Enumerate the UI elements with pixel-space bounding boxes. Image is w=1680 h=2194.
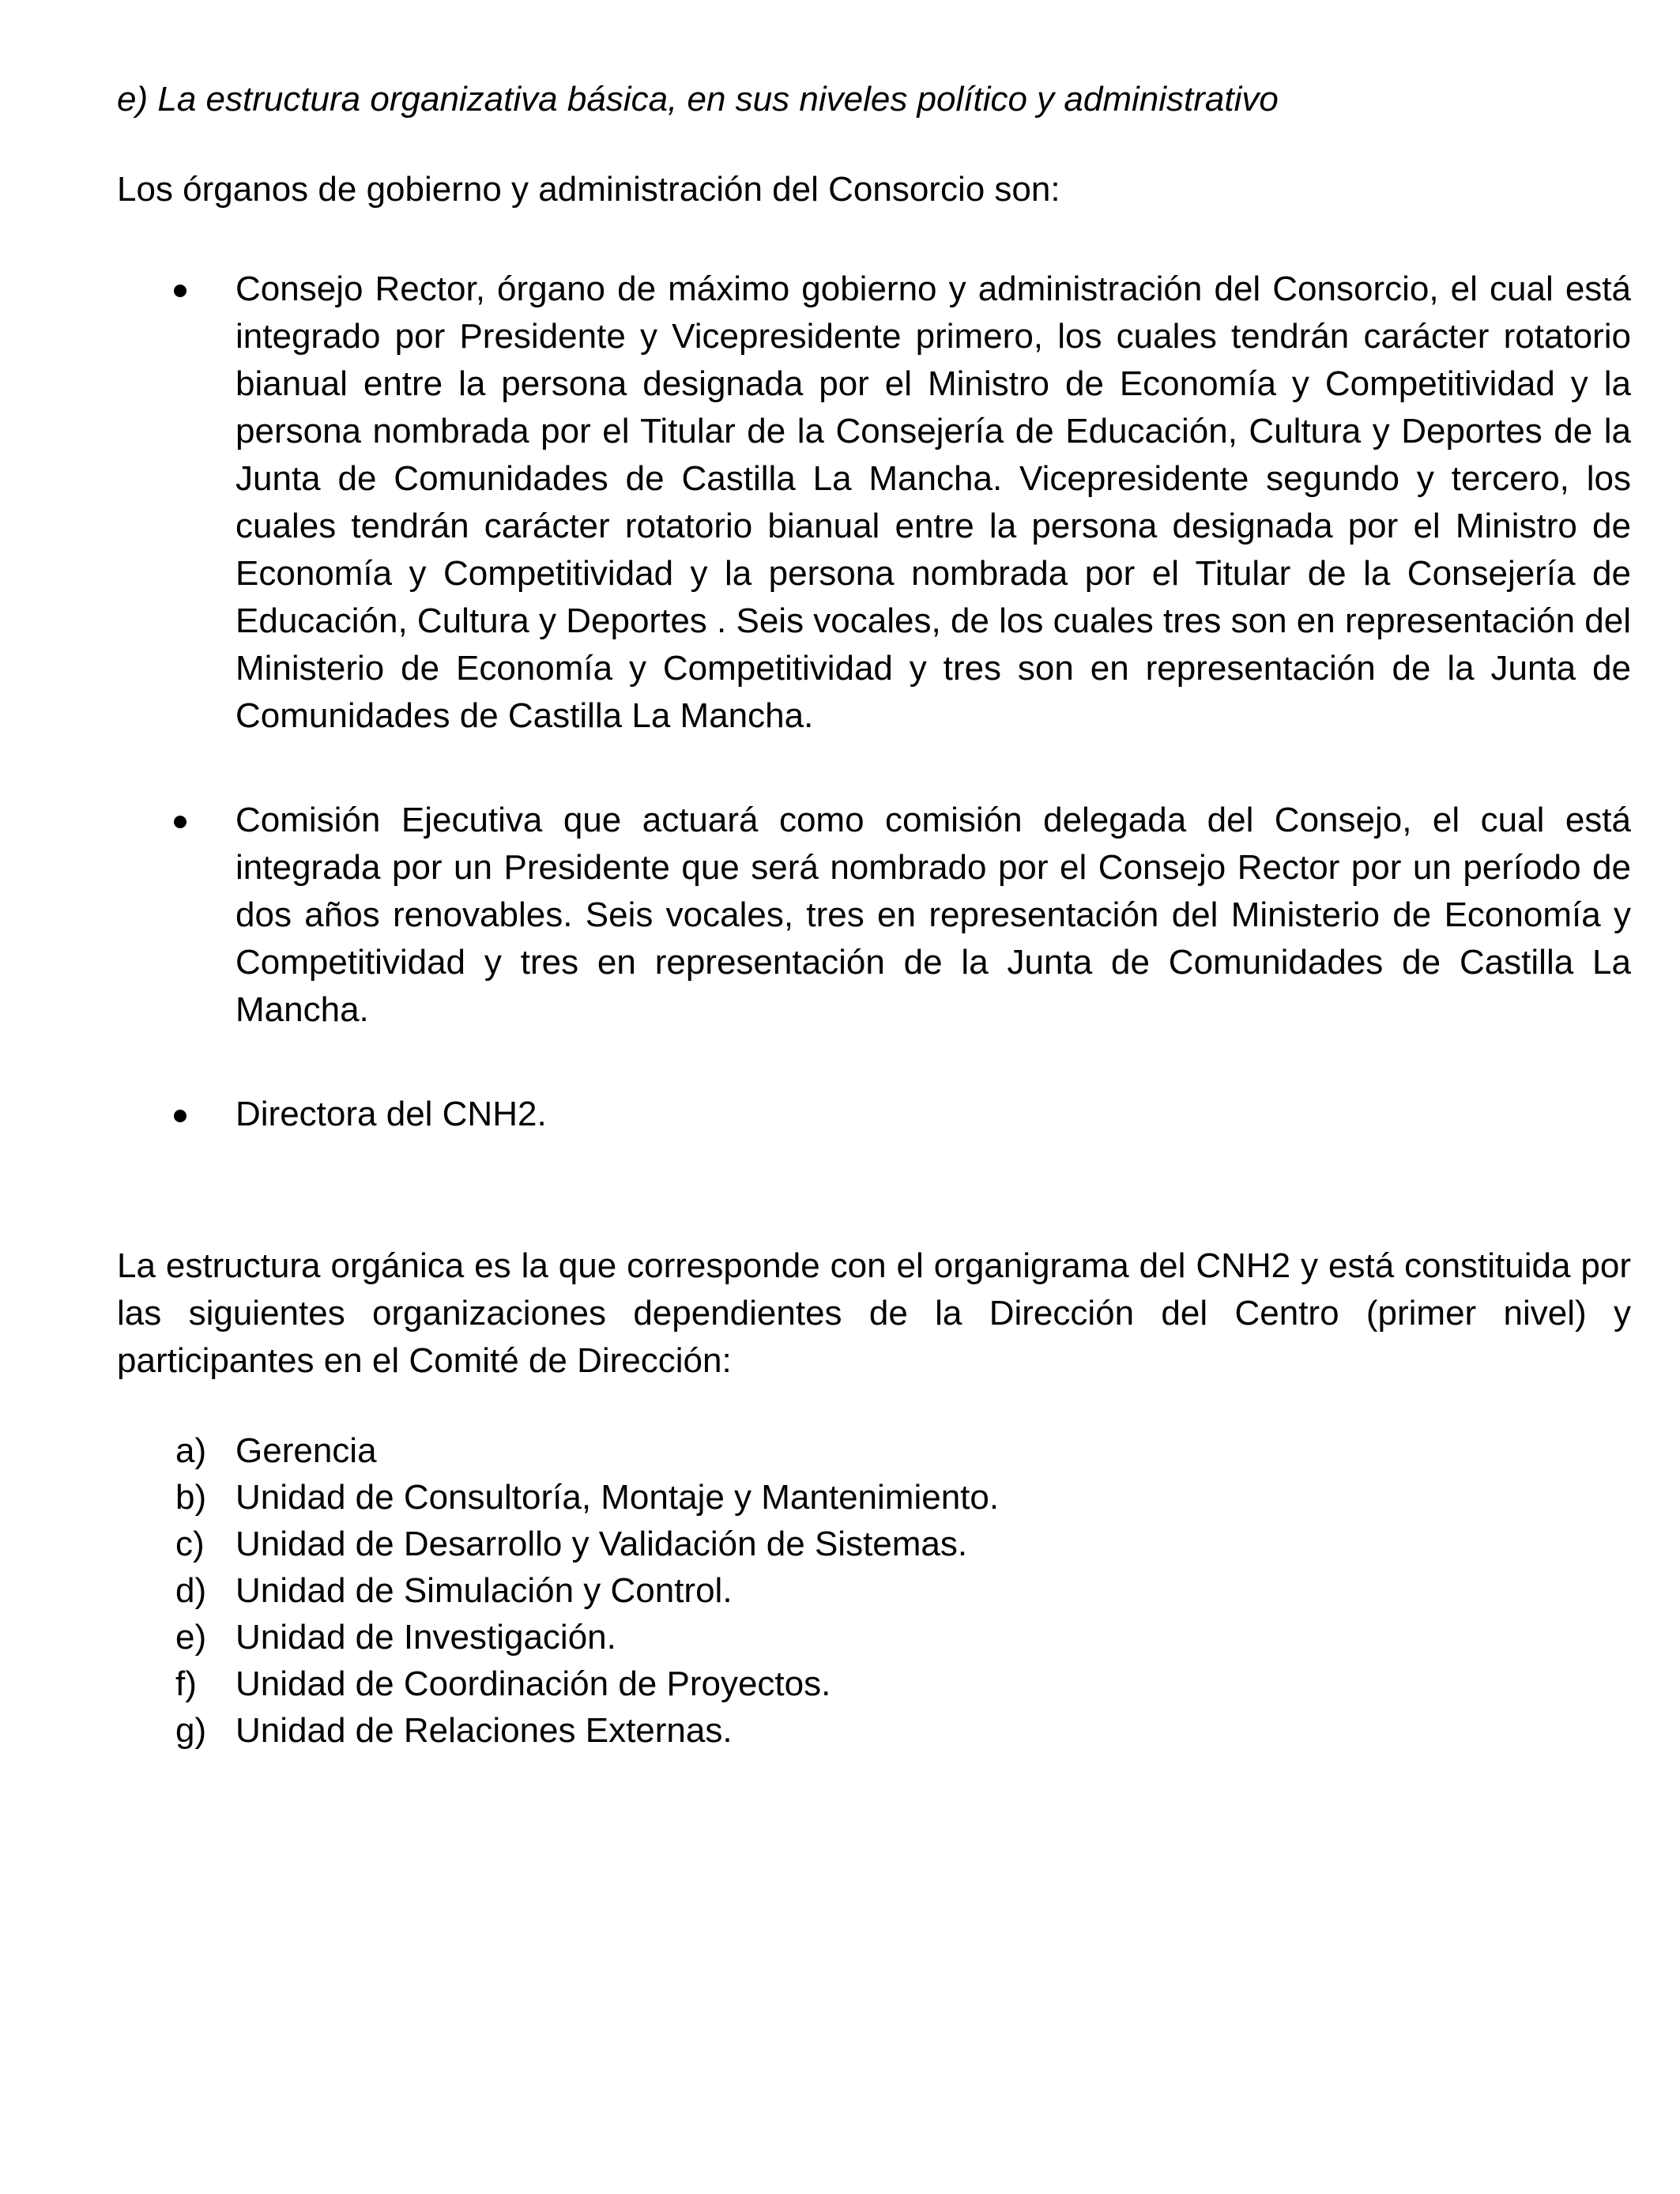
unit-marker: g): [175, 1711, 207, 1750]
governing-bodies-list: [117, 266, 1631, 1138]
bullet-icon: [174, 285, 186, 297]
list-item-consejo-rector: [117, 266, 1631, 740]
unit-marker: f): [175, 1664, 197, 1703]
unit-label: Unidad de Desarrollo y Validación de Sistemas.: [235, 1525, 968, 1563]
unit-label: Unidad de Consultoría, Montaje y Mantenimiento.: [235, 1478, 1000, 1517]
unit-marker: a): [175, 1431, 207, 1470]
unit-label: Unidad de Investigación.: [235, 1618, 616, 1657]
document-page: [117, 76, 1631, 1754]
unit-item: [117, 1427, 1631, 1474]
unit-marker: c): [175, 1525, 205, 1563]
bullet-icon: [174, 816, 186, 828]
unit-item: [117, 1474, 1631, 1521]
units-list: [117, 1427, 1631, 1754]
unit-marker: d): [175, 1571, 207, 1610]
unit-label: Gerencia: [235, 1431, 377, 1470]
unit-marker: e): [175, 1618, 207, 1657]
list-item-text: Directora del CNH2.: [235, 1095, 547, 1133]
unit-marker: b): [175, 1478, 207, 1517]
list-item-comision-ejecutiva: [117, 797, 1631, 1034]
structure-paragraph: La estructura orgánica es la que corresponde con el organigrama del CNH2 y está constituida por las siguientes organizaciones dependientes de la Dirección del Centro (primer nivel) y participantes en el Comité de Dirección:: [117, 1246, 1631, 1380]
unit-item: [117, 1707, 1631, 1754]
unit-item: [117, 1521, 1631, 1567]
unit-item: [117, 1661, 1631, 1707]
unit-label: Unidad de Simulación y Control.: [235, 1571, 733, 1610]
unit-label: Unidad de Relaciones Externas.: [235, 1711, 733, 1750]
list-item-directora: [117, 1091, 1631, 1138]
unit-label: Unidad de Coordinación de Proyectos.: [235, 1664, 831, 1703]
intro-paragraph: Los órganos de gobierno y administración del Consorcio son:: [117, 170, 1060, 209]
list-item-text: Consejo Rector, órgano de máximo gobierno y administración del Consorcio, el cual está integrado por Presidente y Vicepresidente primero, los cuales tendrán carácter rotatorio bianual entre la persona designada por el Ministro de Economía y Competitividad y la persona nombrada por el Titular de la Consejería de Educación, Cultura y Deportes de la Junta de Comunidades de Castilla La Mancha. Vicepresidente segundo y tercero, los cuales tendrán carácter rotatorio bianual entre la persona designada por el Ministro de Economía y Competitividad y la persona nombrada por el Titular de la Consejería de Educación, Cultura y Deportes . Seis vocales, de los cuales tres son en representación del Ministerio de Economía y Competitividad y tres son en representación de la Junta de Comunidades de Castilla La Mancha.: [235, 270, 1631, 735]
section-heading: e) La estructura organizativa básica, en sus niveles político y administrativo: [117, 80, 1279, 119]
unit-item: [117, 1567, 1631, 1614]
bullet-icon: [174, 1110, 186, 1122]
unit-item: [117, 1614, 1631, 1661]
list-item-text: Comisión Ejecutiva que actuará como comisión delegada del Consejo, el cual está integrada por un Presidente que será nombrado por el Consejo Rector por un período de dos años renovables. Seis vocales, tres en representación del Ministerio de Economía y Competitividad y tres en representación de la Junta de Comunidades de Castilla La Mancha.: [235, 801, 1631, 1029]
